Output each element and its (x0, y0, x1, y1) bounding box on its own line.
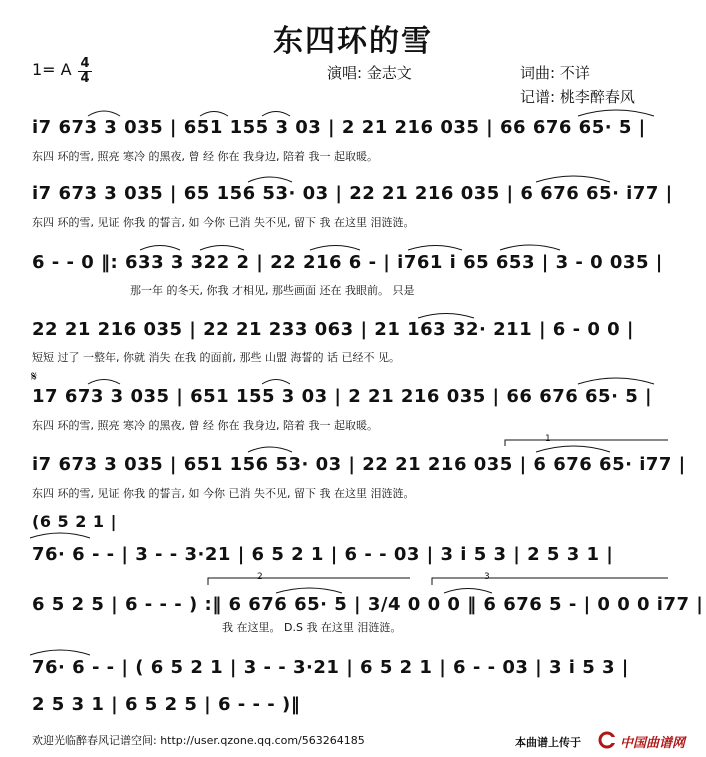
score-row-1-notes: i7 673 3 035 | 651 155 3 03 | 2 21 216 035 | 66 676 65· 5 | (32, 117, 646, 138)
volta-1-number: 1 (545, 434, 551, 444)
score-row-9-lyrics: 我 在这里。 D.S 我 在这里 泪涟涟。 (222, 621, 402, 634)
score-row-6-lyrics: 东四 环的雪, 见证 你我 的誓言, 如 今你 已消 失不见, 留下 我 在这里 泪涟涟。 (32, 487, 415, 500)
time-signature-bottom: 4 (80, 71, 90, 86)
score-row-7-notes: (6 5 2 1 | (32, 512, 117, 531)
score-row-8-notes: 76· 6 - - | 3 - - 3·21 | 6 5 2 1 | 6 - - 03 | 3 i 5 3 | 2 5 3 1 | (32, 544, 614, 565)
composer-credit: 词曲: 不详 (520, 64, 590, 82)
score-row-9-notes: 6 5 2 5 | 6 - - - ) :‖ 6 676 65· 5 | 3/4 0 0 0 ‖ 6 676 5 - | 0 0 0 i77 | (32, 594, 704, 615)
site-logo-icon (598, 731, 618, 749)
volta-3-number: 3 (484, 572, 490, 582)
song-title: 东四环的雪 (273, 24, 433, 59)
footer-welcome-text: 欢迎光临醉春风记谱空间: http://user.qzone.qq.com/563264185 (32, 734, 365, 747)
volta-brackets (208, 440, 668, 585)
score-row-5-lyrics: 东四 环的雪, 照亮 寒冷 的黑夜, 曾 经 你在 我身边, 陪着 我一 起取暖。 (32, 419, 378, 432)
score-row-6-notes: i7 673 3 035 | 651 156 53· 03 | 22 21 216 035 | 6 676 65· i77 | (32, 454, 686, 475)
volta-2-number: 2 (257, 572, 263, 582)
score-row-4-notes: 22 21 216 035 | 22 21 233 063 | 21 163 32· 211 | 6 - 0 0 | (32, 319, 634, 340)
score-row-2-lyrics: 东四 环的雪, 见证 你我 的誓言, 如 今你 已消 失不见, 留下 我 在这里 泪涟涟。 (32, 216, 415, 229)
uploaded-to-label: 本曲谱上传于 (515, 736, 581, 749)
score-row-5-notes: 17 673 3 035 | 651 155 3 03 | 2 21 216 035 | 66 676 65· 5 | (32, 386, 653, 407)
score-row-2-notes: i7 673 3 035 | 65 156 53· 03 | 22 21 216 035 | 6 676 65· i77 | (32, 183, 673, 204)
score-row-11-notes: 2 5 3 1 | 6 5 2 5 | 6 - - - )‖ (32, 694, 301, 715)
key-signature: 1= A (32, 60, 72, 79)
score-row-10-notes: 76· 6 - - | ( 6 5 2 1 | 3 - - 3·21 | 6 5 2 1 | 6 - - 03 | 3 i 5 3 | (32, 657, 629, 678)
slur-marks (30, 110, 654, 655)
singer-credit: 演唱: 金志文 (327, 64, 412, 82)
score-row-3-lyrics: 那一年 的冬天, 你我 才相见, 那些画面 还在 我眼前。 只是 (130, 284, 415, 297)
site-name[interactable]: 中国曲谱网 (620, 736, 686, 751)
time-signature-top: 4 (80, 56, 90, 71)
segno-sign: 𝄋 (31, 369, 38, 385)
score-row-1-lyrics: 东四 环的雪, 照亮 寒冷 的黑夜, 曾 经 你在 我身边, 陪着 我一 起取暖。 (32, 150, 378, 163)
score-row-3-notes: 6 - - 0 ‖: 633 3 322 2 | 22 216 6 - | i761 i 65 653 | 3 - 0 035 | (32, 252, 663, 273)
score-row-4-lyrics: 短短 过了 一整年, 你就 消失 在我 的面前, 那些 山盟 海誓的 话 已经不 见。 (32, 351, 400, 364)
transcriber-credit: 记谱: 桃李醉春风 (520, 88, 635, 106)
